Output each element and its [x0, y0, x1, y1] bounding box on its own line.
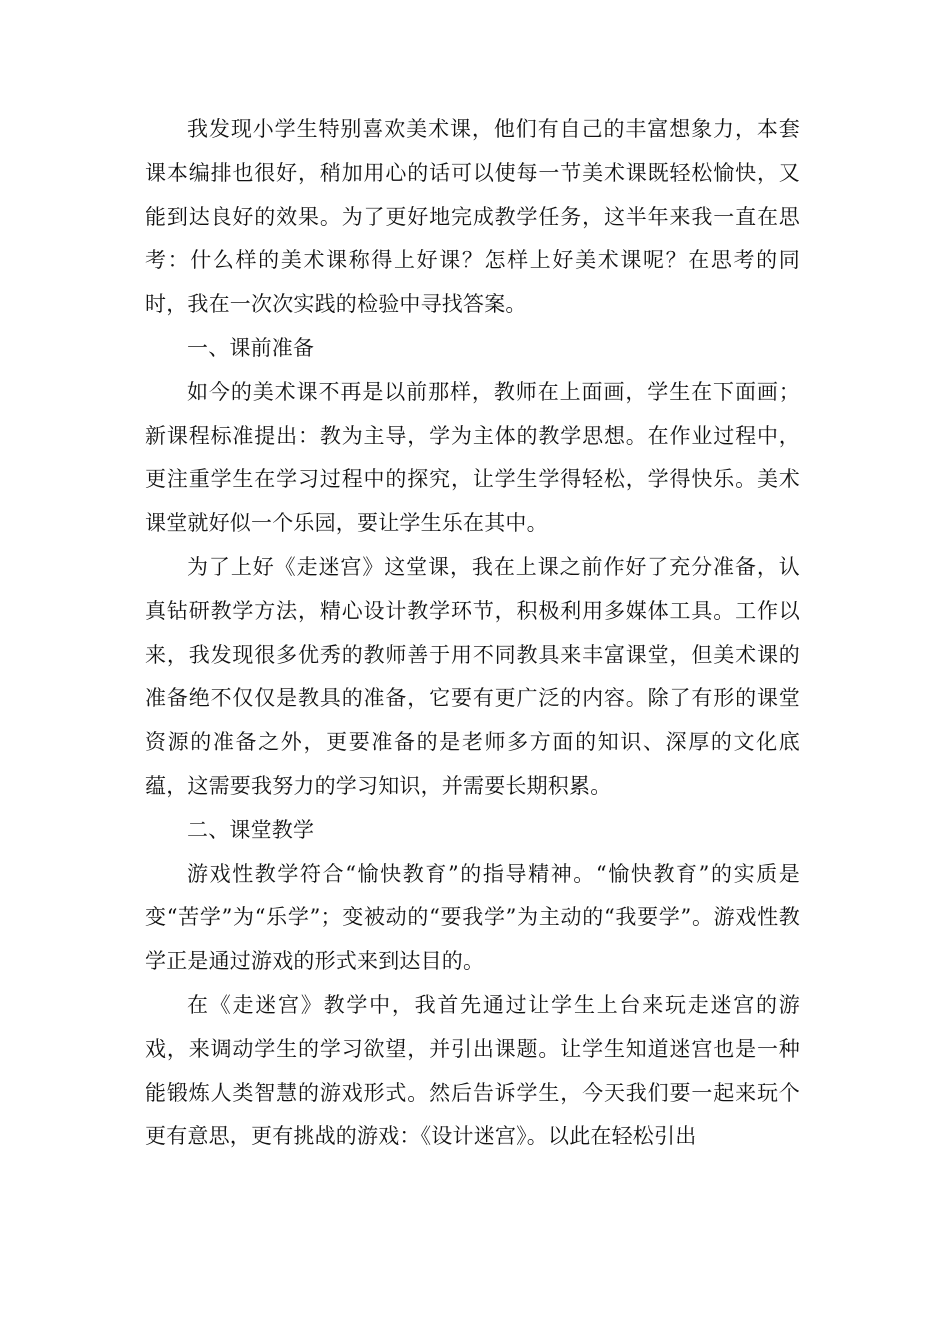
paragraph-intro: 我发现小学生特别喜欢美术课，他们有自己的丰富想象力，本套课本编排也很好，稍加用心的话可以使每一节美术课既轻松愉快，又能到达良好的效果。为了更好地完成教学任务，这半年来我一直在思考：什么样的美术课称得上好课？怎样上好美术课呢？在思考的同时，我在一次次实践的检验中寻找答案。: [145, 117, 800, 317]
paragraph-new-curriculum: 如今的美术课不再是以前那样，教师在上面画，学生在下面画；新课程标准提出：教为主导，学为主体的教学思想。在作业过程中，更注重学生在学习过程中的探究，让学生学得轻松，学得快乐。美术课堂就好似一个乐园，要让学生乐在其中。: [145, 379, 800, 536]
section-heading-preparation: 一、课前准备: [187, 335, 315, 360]
document-body: [145, 108, 800, 1159]
paragraph-game-teaching: 游戏性教学符合“愉快教育”的指导精神。“愉快教育”的实质是变“苦学”为“乐学”；变被动的“要我学”为主动的“我要学”。游戏性教学正是通过游戏的形式来到达目的。: [145, 861, 800, 974]
paragraph-lesson-preparation: 为了上好《走迷宫》这堂课，我在上课之前作好了充分准备，认真钻研教学方法，精心设计教学环节，积极利用多媒体工具。工作以来，我发现很多优秀的教师善于用不同教具来丰富课堂，但美术课的准备绝不仅仅是教具的准备，它要有更广泛的内容。除了有形的课堂资源的准备之外，更要准备的是老师多方面的知识、深厚的文化底蕴，这需要我努力的学习知识，并需要长期积累。: [145, 554, 800, 798]
section-heading-teaching: 二、课堂教学: [187, 817, 315, 842]
paragraph-maze-lesson: 在《走迷宫》教学中，我首先通过让学生上台来玩走迷宫的游戏，来调动学生的学习欲望，并引出课题。让学生知道迷宫也是一种能锻炼人类智慧的游戏形式。然后告诉学生，今天我们要一起来玩个更有意思，更有挑战的游戏：《设计迷宫》。以此在轻松引出: [145, 992, 800, 1149]
